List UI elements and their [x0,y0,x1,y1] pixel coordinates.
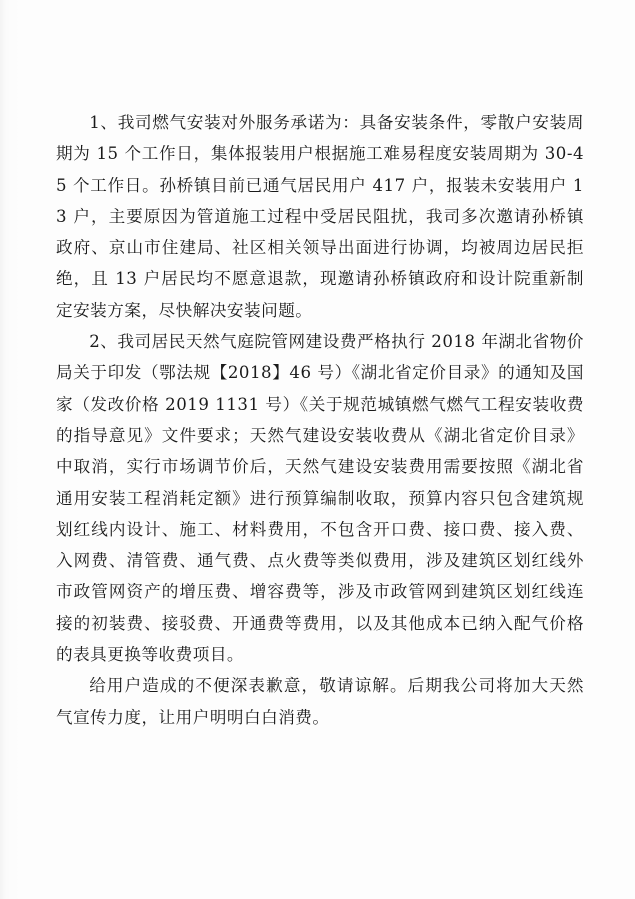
paragraph-service-commitment: 1、我司燃气安装对外服务承诺为：具备安装条件，零散户安装周期为 15 个工作日，集体报装用户根据施工难易程度安装周期为 30-45 个工作日。孙桥镇目前已通气居民用户 417 户，报装未安装用户 13 户，主要原因为管道施工过程中受居民阻扰，我司多次邀请孙桥镇政府、京山市住建局、社区相关领导出面进行协调，均被周边居民拒绝，且 13 户居民均不愿意退款，现邀请孙桥镇政府和设计院重新制定安装方案，尽快解决安装问题。 [56,113,584,320]
paragraph-apology: 给用户造成的不便深表歉意，敬请谅解。后期我公司将加大天然气宣传力度，让用户明明白白消费。 [56,676,584,727]
document-body [56,107,584,733]
paragraph-construction-fee: 2、我司居民天然气庭院管网建设费严格执行 2018 年湖北省物价局关于印发（鄂法规【2018】46 号）《湖北省定价目录》的通知及国家（发改价格 2019 1131 号）《关于规范城镇燃气燃气工程安装收费的指导意见》文件要求；天然气建设安装收费从《湖北省定价目录》中取消，实行市场调节价后，天然气建设安装费用需要按照《湖北省通用安装工程消耗定额》进行预算编制收取，预算内容只包含建筑规划红线内设计、施工、材料费用，不包含开口费、接口费、接入费、入网费、清管费、通气费、点火费等类似费用，涉及建筑区划红线外市政管网资产的增压费、增容费等，涉及市政管网到建筑区划红线连接的初装费、接驳费、开通费等费用，以及其他成本已纳入配气价格的表具更换等收费项目。 [56,332,584,665]
